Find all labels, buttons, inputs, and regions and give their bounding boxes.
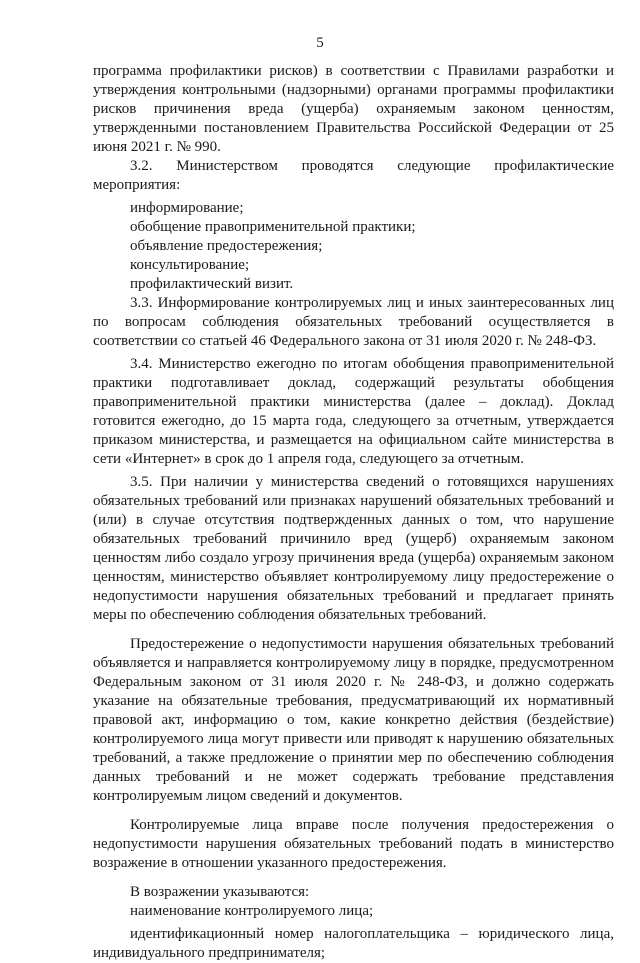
list-item: идентификационный номер налогоплательщика – юридического лица, индивидуального предпринимателя; <box>93 926 614 961</box>
paragraph: 3.4. Министерство ежегодно по итогам обобщения правоприменительной практики подготавливает доклад, содержащий результаты обобщения правоприменительной практики министерства (далее – доклад). Доклад готовится ежегодно, до 15 марта года, следующего за отчетным, утверждается приказом министерства, и размещается на официальном сайте министерства в сети «Интернет» в срок до 1 апреля года, следующего за отчетным. <box>93 356 614 467</box>
list-item: профилактический визит. <box>130 276 294 292</box>
list-item: объявление предостережения; <box>130 238 323 254</box>
page-number: 5 <box>316 35 324 51</box>
list-item: информирование; <box>130 200 244 216</box>
paragraph: 3.5. При наличии у министерства сведений о готовящихся нарушениях обязательных требований или признаках нарушений обязательных требований и (или) в случае отсутствия подтвержденных данных о том, что нарушение обязательных требований причинило вред (ущерб) охраняемым законом ценностям либо создало угрозу причинения вреда (ущерба) охраняемым законом ценностям, министерство объявляет контролируемому лицу предостережение о недопустимости нарушения обязательных требований и предлагает принять меры по обеспечению соблюдения обязательных требований. <box>93 474 614 623</box>
paragraph: Предостережение о недопустимости нарушения обязательных требований объявляется и направляется контролируемому лицу в порядке, предусмотренном Федеральным законом от 31 июля 2020 г. № 248-ФЗ, и должно содержать указание на обязательные требования, предусматривающий их нормативный правовой акт, информацию о том, какие конкретно действия (бездействие) контролируемого лица могут привести или приводят к нарушению обязательных требований, а также предложение о принятии мер по обеспечению соблюдения данных требований и не может содержать требование представления контролируемым лицом сведений и документов. <box>93 636 614 804</box>
document-body <box>93 62 614 963</box>
paragraph: Контролируемые лица вправе после получения предостережения о недопустимости нарушения обязательных требований подать в министерство возражение в отношении указанного предостережения. <box>93 817 614 871</box>
paragraph: 3.2. Министерством проводятся следующие профилактические мероприятия: <box>93 158 614 193</box>
list-item: обобщение правоприменительной практики; <box>130 219 416 235</box>
list-item: наименование контролируемого лица; <box>130 903 374 919</box>
paragraph: 3.3. Информирование контролируемых лиц и иных заинтересованных лиц по вопросам соблюдения обязательных требований осуществляется в соответствии со статьей 46 Федерального закона от 31 июля 2020 г. № 248-ФЗ. <box>93 295 614 349</box>
paragraph: программа профилактики рисков) в соответствии с Правилами разработки и утверждения контрольными (надзорными) органами программы профилактики рисков причинения вреда (ущерба) охраняемым законом ценностям, утвержденными постановлением Правительства Российской Федерации от 25 июня 2021 г. № 990. <box>93 63 614 155</box>
list-item: консультирование; <box>130 257 250 273</box>
paragraph: В возражении указываются: <box>130 884 310 900</box>
